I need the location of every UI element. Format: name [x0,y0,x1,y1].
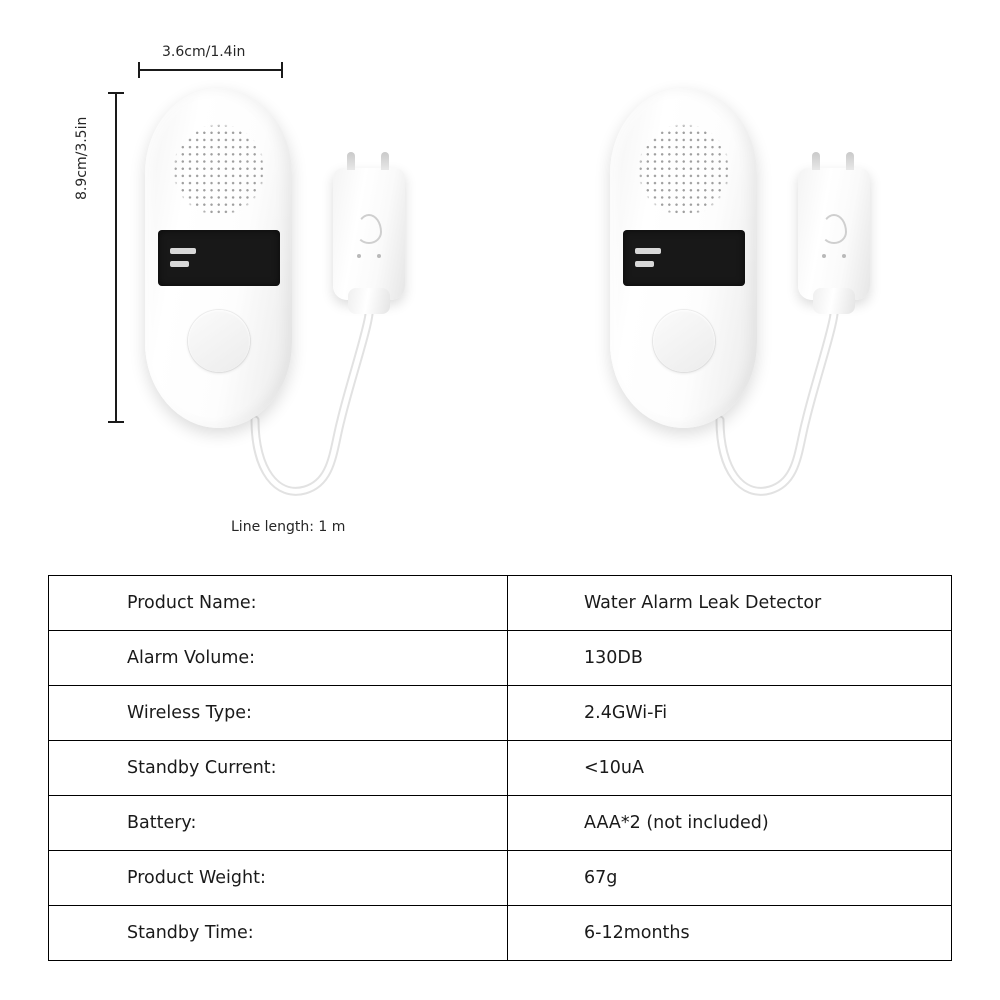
table-row [49,576,952,631]
probe-pin-left-2 [812,152,820,170]
table-row [49,631,952,686]
table-row [49,686,952,741]
probe-pin-right-1 [381,152,389,170]
lcd-segment-2 [635,261,654,267]
speaker-grille-icon-2 [635,120,733,220]
power-button-2[interactable] [653,310,715,372]
table-row [49,796,952,851]
lcd-segment-2 [170,261,189,267]
spec-label: Battery: [49,796,508,851]
water-sensor-probe-2 [798,168,870,300]
probe-contact-right-2 [842,254,846,258]
spec-value: AAA*2 (not included) [508,796,952,851]
table-row [49,851,952,906]
water-drop-icon-2 [821,214,847,244]
spec-label: Standby Current: [49,741,508,796]
power-button-1[interactable] [188,310,250,372]
specification-table [48,575,952,961]
spec-value: 6-12months [508,906,952,961]
lcd-segment-1 [635,248,661,254]
probe-cable-neck-2 [813,288,855,314]
speaker-grille-icon-1 [170,120,268,220]
water-drop-icon-1 [356,214,382,244]
alarm-body-1 [145,88,292,428]
alarm-body-2 [610,88,757,428]
lcd-display-1 [158,230,280,286]
spec-label: Standby Time: [49,906,508,961]
specification-table-body [49,576,952,961]
spec-value: 130DB [508,631,952,686]
spec-label: Alarm Volume: [49,631,508,686]
spec-label: Product Weight: [49,851,508,906]
lcd-display-2 [623,230,745,286]
width-dimension-label: 3.6cm/1.4in [162,44,246,60]
probe-pin-left-1 [347,152,355,170]
probe-pin-right-2 [846,152,854,170]
table-row [49,741,952,796]
water-sensor-probe-1 [333,168,405,300]
probe-cable-neck-1 [348,288,390,314]
spec-value: 2.4GWi-Fi [508,686,952,741]
spec-label: Wireless Type: [49,686,508,741]
spec-value: <10uA [508,741,952,796]
lcd-segment-1 [170,248,196,254]
water-leak-detector-unit-1 [105,0,605,555]
line-length-label: Line length: 1 m [231,519,346,535]
water-leak-detector-unit-2 [570,0,1000,555]
probe-contact-right-1 [377,254,381,258]
spec-label: Product Name: [49,576,508,631]
height-dimension-label: 8.9cm/3.5in [74,116,90,200]
table-row [49,906,952,961]
spec-value: 67g [508,851,952,906]
probe-contact-left-2 [822,254,826,258]
probe-contact-left-1 [357,254,361,258]
spec-value: Water Alarm Leak Detector [508,576,952,631]
